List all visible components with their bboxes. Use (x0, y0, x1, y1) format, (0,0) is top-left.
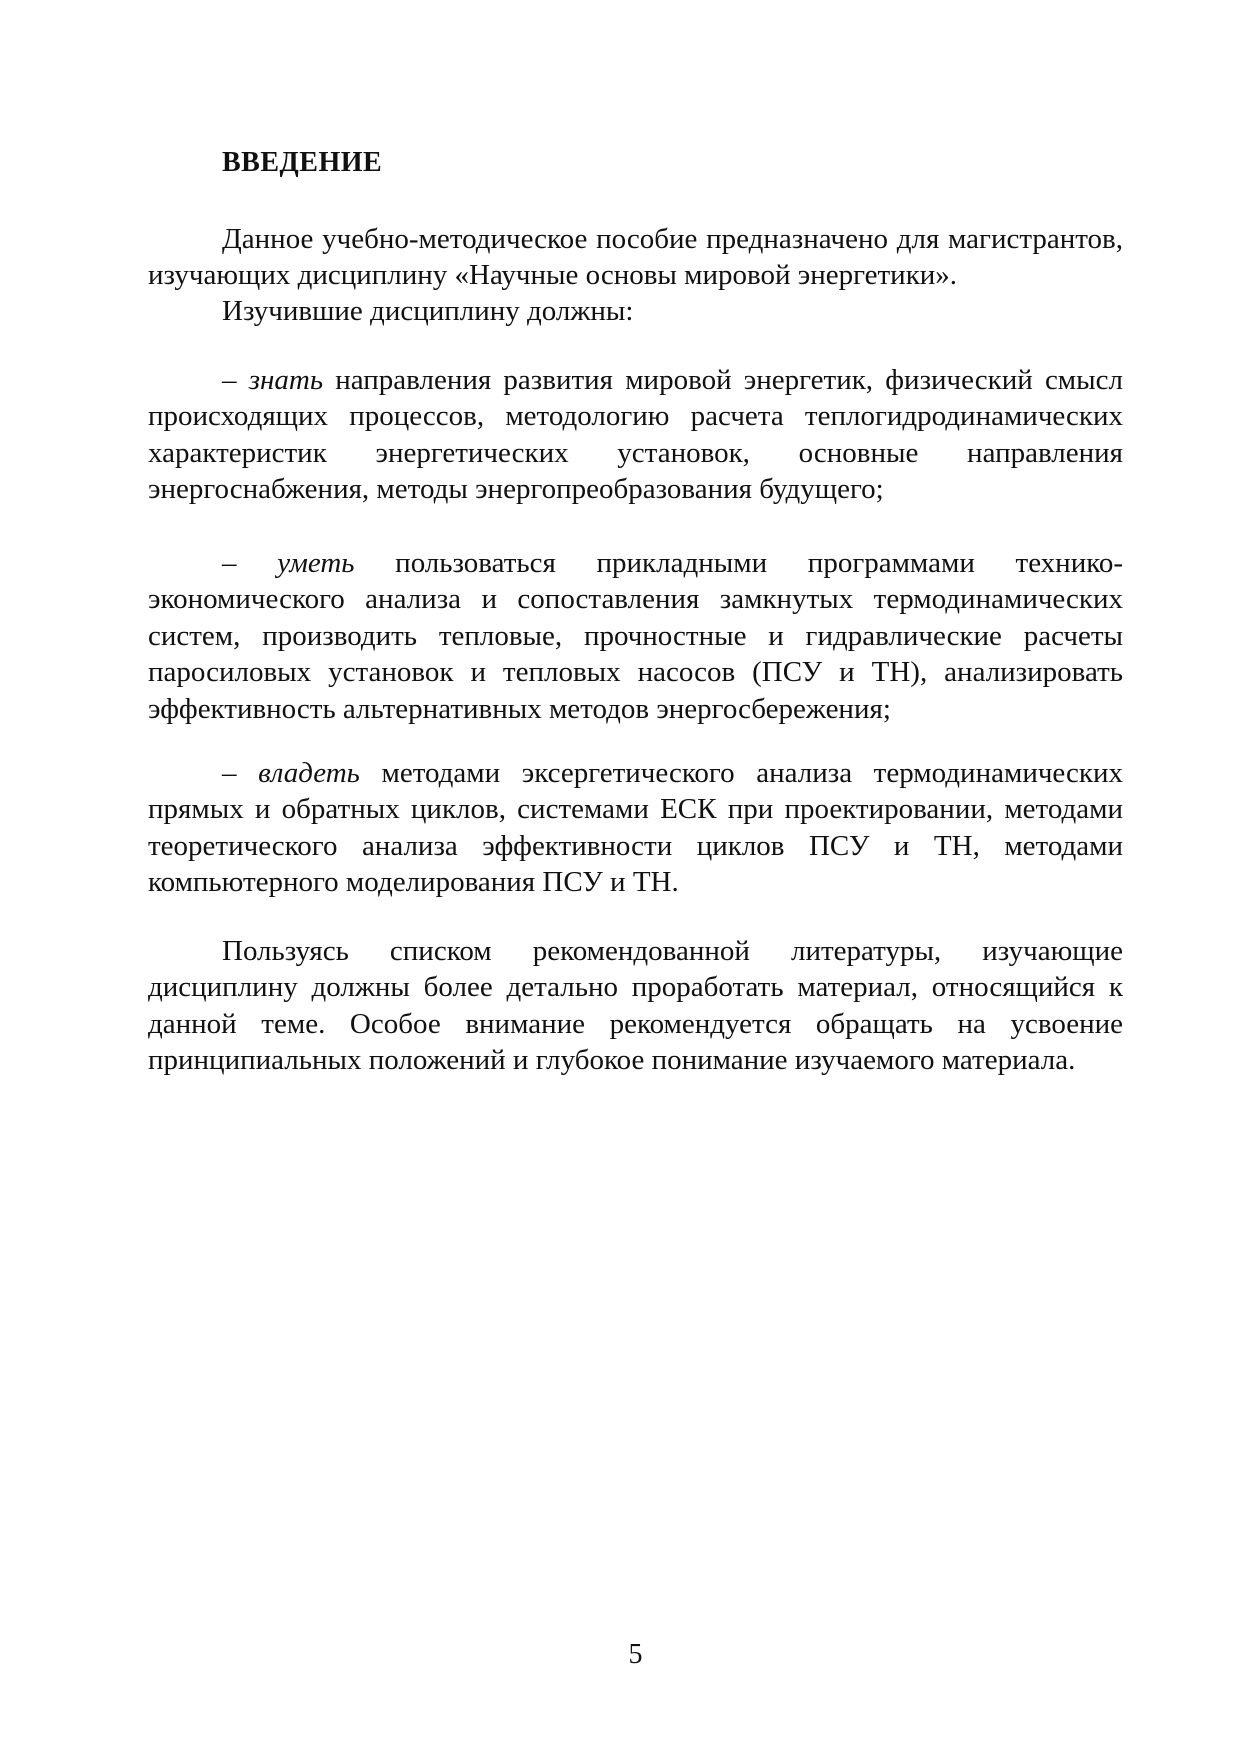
page-number: 5 (628, 1639, 643, 1670)
dash: – (222, 547, 278, 579)
keyword-master: владеть (258, 757, 360, 789)
dash: – (222, 364, 249, 396)
intro-paragraph: Данное учебно-методическое пособие предназначено для магистрантов, изучающих дисциплину «Научные основы мировой энергетики». (148, 223, 1123, 292)
requirement-text: пользоваться прикладными программами технико-экономического анализа и сопоставления замкнутых термодинамических систем, производить тепловые, прочностные и гидравлические расчеты паросиловых установок и тепловых насосов (ПСУ и ТН), анализировать эффективность альтернативных методов энергосбережения; (148, 547, 1123, 725)
closing-paragraph: Пользуясь списком рекомендованной литературы, изучающие дисциплину должны более детально проработать материал, относящийся к данной теме. Особое внимание рекомендуется обращать на усвоение принципиальных положений и глубокое понимание изучаемого материала. (148, 935, 1123, 1077)
requirement-text: методами эксергетического анализа термодинамических прямых и обратных циклов, системами ЕСК при проектировании, методами теоретического анализа эффективности циклов ПСУ и ТН, методами компьютерного моделирования ПСУ и ТН. (148, 757, 1123, 899)
requirement-text: направления развития мировой энергетик, физический смысл происходящих процессов, методологию расчета теплогидродинамических характеристик энергетических установок, основные направления энергоснабжения, методы энергопреобразования будущего; (148, 364, 1123, 506)
section-heading: ВВЕДЕНИЕ (222, 147, 383, 178)
document-page (148, 0, 1123, 1754)
requirement-master (148, 755, 1123, 901)
keyword-know: знать (248, 364, 324, 396)
dash: – (222, 757, 259, 789)
requirement-can (148, 545, 1123, 727)
requirement-know (148, 362, 1123, 508)
intro-line: Изучившие дисциплину должны: (222, 295, 634, 327)
keyword-can: уметь (277, 547, 355, 579)
